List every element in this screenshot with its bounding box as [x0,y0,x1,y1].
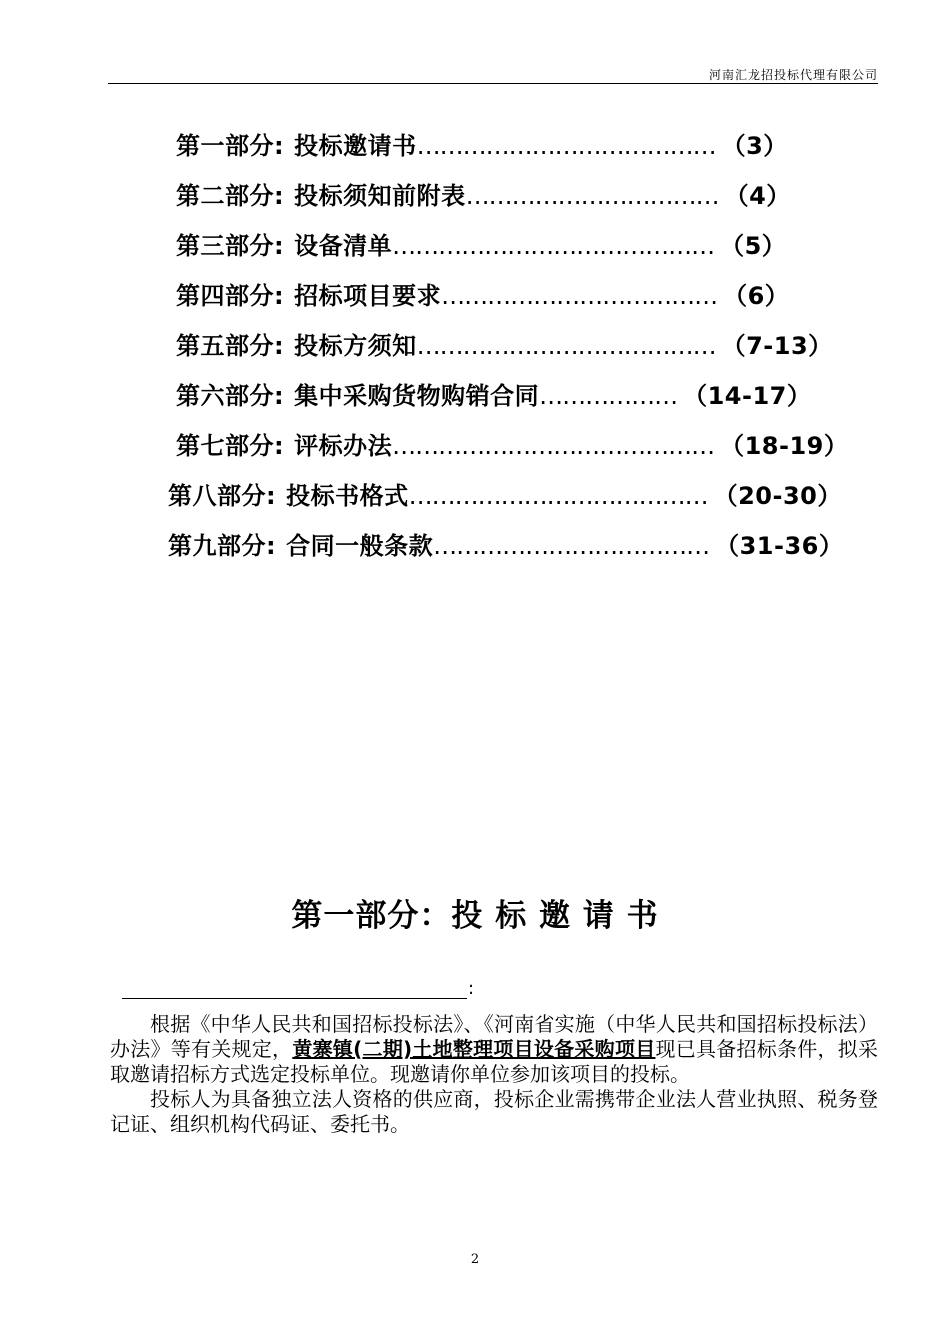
addressee-colon: : [468,978,475,999]
header-company-name: 河南汇龙招投标代理有限公司 [708,68,878,82]
toc-leader-dots: ………………………………… [416,332,716,360]
paragraph-text: 根据《中华人民共和国招标投标法》、《河南省实施（中华人民共和国招标投标法）办法》等有关规定， [110,1012,878,1061]
toc-entry[interactable] [176,276,789,311]
toc-title: 投标方须知 [294,332,417,360]
toc-part-label: 第二部分: [176,182,285,210]
toc-entry[interactable] [176,126,788,161]
toc-title: 投标邀请书 [294,132,417,160]
toc-entry[interactable] [176,176,791,211]
toc-part-label: 第六部分: [176,382,285,410]
toc-entry[interactable] [168,476,842,511]
toc-leader-dots: ………………………………… [408,482,708,510]
toc-page-range: （4） [724,182,791,210]
toc-part-label: 第四部分: [176,282,285,310]
paragraph [110,1012,878,1087]
toc-entry[interactable] [176,376,811,411]
section-title: 第一部分：投 标 邀 请 书 [291,898,659,934]
toc-title: 招标项目要求 [294,282,442,310]
toc-page-range: （6） [723,282,790,310]
toc-leader-dots: …………………………… [465,182,719,210]
toc-page-range: （14-17） [683,382,812,410]
toc-part-label: 第三部分: [176,232,285,260]
toc-leader-dots: ……………………………… [433,532,710,560]
toc-title: 投标须知前附表 [294,182,466,210]
addressee-blank-line [122,980,467,999]
toc-page-range: （7-13） [721,332,833,360]
page-number: 2 [470,1252,480,1267]
header-divider [108,83,878,84]
toc-title: 评标办法 [294,432,393,460]
toc-leader-dots: …………………………………… [392,432,715,460]
toc-title: 投标书格式 [286,482,409,510]
toc-entry[interactable] [176,226,786,261]
toc-title: 合同一般条款 [286,532,434,560]
toc-page-range: （20-30） [713,482,842,510]
toc-page-range: （5） [720,232,787,260]
toc-leader-dots: ……………………………… [441,282,718,310]
paragraph: 投标人为具备独立法人资格的供应商，投标企业需携带企业法人营业执照、税务登记证、组织机构代码证、委托书。 [110,1087,878,1136]
toc-page-range: （31-36） [715,532,844,560]
toc-leader-dots: ………………………………… [416,132,716,160]
toc-leader-dots: ……………… [539,382,678,410]
toc-entry[interactable] [176,326,833,361]
toc-title: 设备清单 [294,232,393,260]
project-name: 黄寨镇(二期)土地整理项目设备采购项目 [292,1037,656,1061]
paragraph-text: 现已具备招标条件，拟采取邀请招标方式选定投标单位。现邀请你单位参加该项目的投标。 [110,1037,879,1086]
toc-part-label: 第九部分: [168,532,277,560]
toc-entry[interactable] [176,426,848,461]
toc-part-label: 第一部分: [176,132,285,160]
toc-part-label: 第七部分: [176,432,285,460]
toc-page-range: （3） [721,132,788,160]
toc-part-label: 第八部分: [168,482,277,510]
toc-page-range: （18-19） [720,432,849,460]
invitation-body [110,1012,878,1137]
toc-title: 集中采购货物购销合同 [294,382,540,410]
toc-leader-dots: …………………………………… [392,232,715,260]
toc-entry[interactable] [168,526,843,561]
toc-part-label: 第五部分: [176,332,285,360]
